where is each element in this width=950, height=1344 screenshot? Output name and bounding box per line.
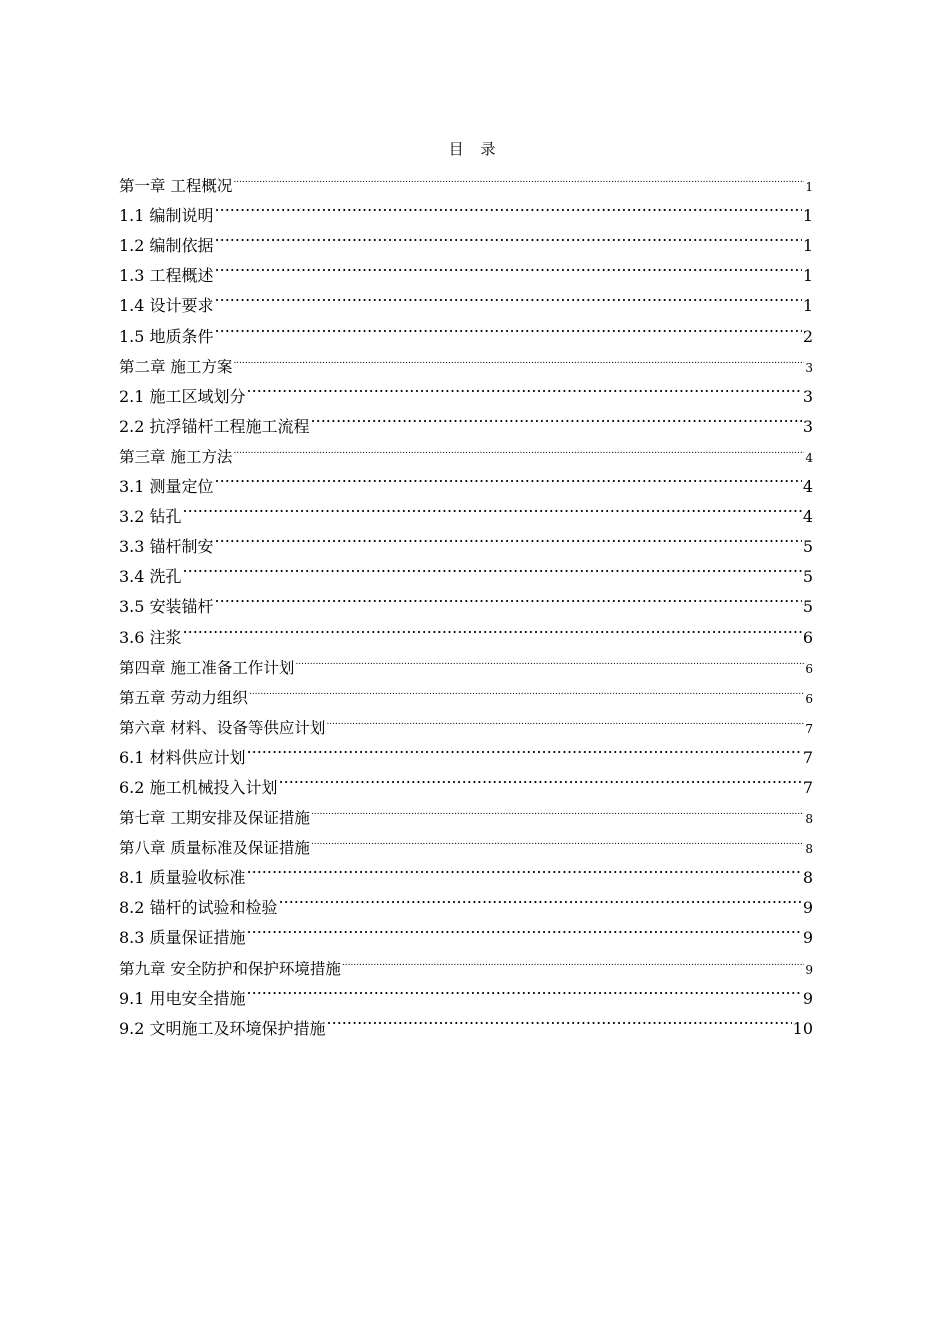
toc-dot-leader — [183, 552, 802, 582]
toc-entry-title: 9.2 文明施工及环境保护措施 — [119, 1018, 326, 1038]
toc-entry[interactable] — [119, 522, 813, 557]
toc-dot-leader — [233, 342, 804, 372]
toc-entry-title: 3.4 洗孔 — [119, 567, 182, 587]
toc-dot-leader — [215, 251, 802, 281]
toc-entry-page-number: 8 — [802, 868, 813, 888]
toc-entry-page-number: 1 — [805, 180, 813, 195]
toc-dot-leader — [249, 673, 804, 703]
toc-entry-title: 8.2 锚杆的试验和检验 — [119, 898, 278, 918]
toc-entry-title: 第八章 质量标准及保证措施 — [119, 839, 310, 858]
toc-dot-leader — [215, 221, 802, 251]
toc-entry-page-number: 4 — [802, 507, 813, 527]
toc-dot-leader — [215, 191, 802, 221]
toc-entry-title: 1.3 工程概述 — [119, 266, 214, 286]
toc-dot-leader — [247, 853, 802, 883]
toc-dot-leader — [295, 643, 804, 673]
toc-entry-page-number: 1 — [802, 206, 813, 226]
toc-entry-title: 6.2 施工机械投入计划 — [119, 777, 278, 797]
toc-dot-leader — [247, 372, 802, 402]
toc-entry[interactable] — [119, 462, 813, 497]
toc-entry-title: 6.1 材料供应计划 — [119, 747, 246, 767]
toc-list — [119, 161, 813, 1038]
toc-entry-page-number: 7 — [802, 777, 813, 797]
toc-entry-title: 3.5 安装锚杆 — [119, 597, 214, 617]
toc-entry-page-number: 1 — [802, 236, 813, 256]
toc-entry-page-number: 3 — [802, 386, 813, 406]
toc-entry-title: 第六章 材料、设备等供应计划 — [119, 718, 326, 737]
toc-dot-leader — [326, 703, 804, 733]
toc-entry-title: 第四章 施工准备工作计划 — [119, 658, 295, 677]
toc-entry-page-number: 4 — [805, 450, 813, 465]
toc-entry[interactable] — [119, 492, 813, 527]
toc-dot-leader — [311, 793, 804, 823]
toc-dot-leader — [215, 311, 802, 341]
toc-dot-leader — [247, 733, 802, 763]
toc-entry[interactable] — [119, 281, 813, 316]
toc-dot-leader — [311, 823, 804, 853]
toc-entry[interactable] — [119, 161, 813, 196]
toc-entry-page-number: 6 — [805, 691, 813, 706]
toc-entry-title: 第七章 工期安排及保证措施 — [119, 809, 310, 828]
toc-entry-title: 9.1 用电安全措施 — [119, 988, 246, 1008]
toc-dot-leader — [279, 763, 802, 793]
toc-dot-leader — [215, 582, 802, 612]
toc-entry-title: 3.3 锚杆制安 — [119, 537, 214, 557]
toc-dot-leader — [215, 522, 802, 552]
toc-entry-page-number: 5 — [802, 567, 813, 587]
toc-entry[interactable] — [119, 221, 813, 256]
toc-entry-title: 3.1 测量定位 — [119, 477, 214, 497]
toc-dot-leader — [279, 883, 802, 913]
toc-entry[interactable] — [119, 612, 813, 647]
toc-dot-leader — [233, 161, 804, 191]
toc-entry[interactable] — [119, 552, 813, 587]
toc-dot-leader — [233, 432, 804, 462]
toc-entry-title: 1.4 设计要求 — [119, 296, 214, 316]
toc-entry-title: 第一章 工程概况 — [119, 177, 233, 196]
toc-dot-leader — [342, 943, 804, 973]
toc-entry[interactable] — [119, 251, 813, 286]
toc-entry-page-number: 9 — [802, 898, 813, 918]
toc-entry-page-number: 6 — [805, 661, 813, 676]
toc-entry-page-number: 6 — [802, 627, 813, 647]
toc-entry-page-number: 5 — [802, 597, 813, 617]
toc-dot-leader — [215, 281, 802, 311]
toc-entry[interactable] — [119, 582, 813, 617]
toc-dot-leader — [311, 402, 802, 432]
toc-entry-page-number: 10 — [792, 1018, 813, 1038]
toc-entry-title: 1.5 地质条件 — [119, 326, 214, 346]
toc-entry[interactable] — [119, 643, 813, 677]
toc-dot-leader — [247, 974, 802, 1004]
toc-dot-leader — [247, 913, 802, 943]
toc-entry-title: 8.3 质量保证措施 — [119, 928, 246, 948]
toc-entry-page-number: 8 — [805, 842, 813, 857]
toc-entry-title: 第三章 施工方法 — [119, 447, 233, 466]
toc-entry-page-number: 7 — [802, 747, 813, 767]
toc-entry-page-number: 3 — [802, 416, 813, 436]
toc-entry-title: 第九章 安全防护和保护环境措施 — [119, 959, 341, 978]
toc-entry-title: 第五章 劳动力组织 — [119, 688, 248, 707]
toc-entry-page-number: 3 — [805, 360, 813, 375]
toc-entry-title: 第二章 施工方案 — [119, 357, 233, 376]
toc-entry-title: 3.6 注浆 — [119, 627, 182, 647]
toc-entry-title: 2.1 施工区域划分 — [119, 386, 246, 406]
toc-entry-page-number: 2 — [802, 326, 813, 346]
toc-dot-leader — [183, 492, 802, 522]
toc-entry[interactable] — [119, 311, 813, 346]
toc-dot-leader — [215, 462, 802, 492]
toc-entry-page-number: 5 — [802, 537, 813, 557]
toc-entry-page-number: 4 — [802, 477, 813, 497]
toc-entry-title: 1.1 编制说明 — [119, 206, 214, 226]
toc-entry[interactable] — [119, 191, 813, 226]
toc-dot-leader — [327, 1004, 792, 1034]
toc-entry-page-number: 9 — [802, 988, 813, 1008]
toc-entry-title: 2.2 抗浮锚杆工程施工流程 — [119, 416, 310, 436]
toc-entry-page-number: 9 — [805, 962, 813, 977]
toc-entry-title: 8.1 质量验收标准 — [119, 868, 246, 888]
toc-entry-page-number: 1 — [802, 296, 813, 316]
toc-entry-page-number: 9 — [802, 928, 813, 948]
toc-dot-leader — [183, 612, 802, 642]
toc-entry-title: 1.2 编制依据 — [119, 236, 214, 256]
toc-entry-page-number: 8 — [805, 812, 813, 827]
toc-title: 目 录 — [448, 140, 502, 158]
toc-entry[interactable] — [119, 342, 813, 376]
toc-entry-page-number: 7 — [805, 721, 813, 736]
toc-entry-page-number: 1 — [802, 266, 813, 286]
toc-entry-title: 3.2 钻孔 — [119, 507, 182, 527]
